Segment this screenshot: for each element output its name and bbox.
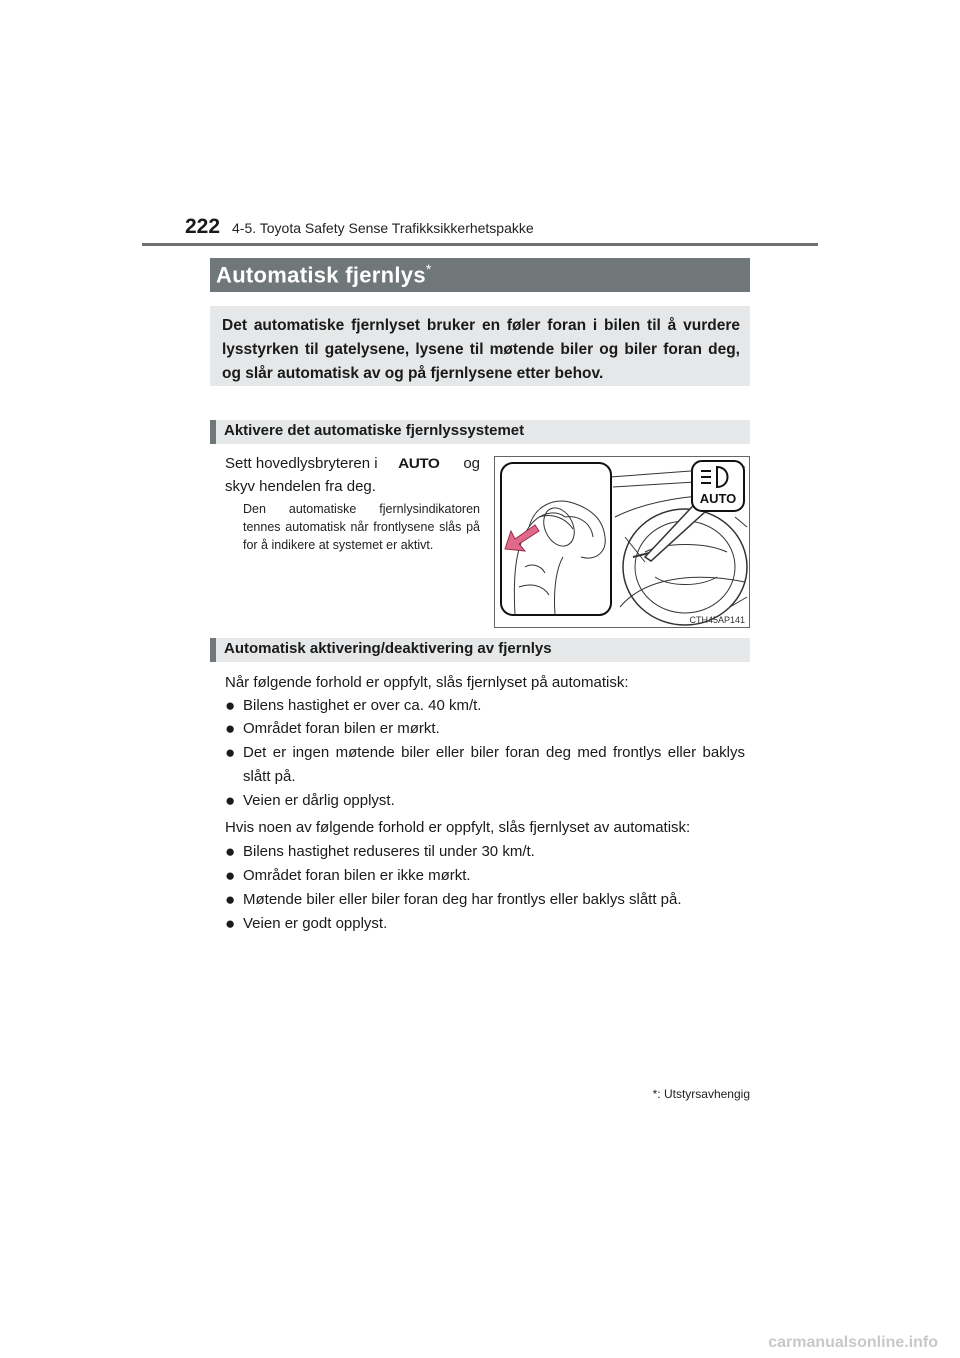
section-heading-activate [210, 420, 750, 444]
headlight-switch-illustration [494, 456, 750, 628]
section-heading-text: Automatisk aktivering/deaktivering av fjernlys [224, 640, 552, 657]
watermark: carmanualsonline.info [768, 1334, 938, 1351]
bullet-icon: ● [225, 914, 236, 933]
heading-accent-bar [210, 420, 216, 444]
list-item: ● Området foran bilen er ikke mørkt. [225, 864, 745, 888]
auto-switch-icon: AUTO [397, 455, 440, 471]
list-item: ● Bilens hastighet reduseres til under 30 km/t. [225, 840, 745, 864]
illustration-svg [495, 457, 749, 627]
turn-on-conditions-intro: Når følgende forhold er oppfylt, slås fjernlyset på automatisk: [225, 674, 629, 691]
bullet-icon: ● [225, 696, 236, 715]
list-item: ● Det er ingen møtende biler eller biler foran deg med frontlys eller baklys slått på. [225, 743, 745, 785]
list-item: ● Veien er dårlig opplyst. [225, 789, 745, 813]
heading-accent-bar [210, 638, 216, 662]
intro-text: Det automatiske fjernlyset bruker en føler foran i bilen til å vurdere lysstyrken til gatelysene, lysene til møtende biler og biler foran deg, og slår automatisk av og på fjernlysene etter behov. [222, 317, 740, 382]
bullet-icon: ● [225, 743, 236, 762]
bullet-icon: ● [225, 890, 236, 909]
section-heading-auto-toggle [210, 638, 750, 662]
list-item: ● Veien er godt opplyst. [225, 912, 745, 936]
turn-off-conditions-intro: Hvis noen av følgende forhold er oppfylt, slås fjernlyset av automatisk: [225, 819, 691, 836]
indicator-note: Den automatiske fjernlysindikatoren tennes automatisk når frontlysene slås på for å indikere at systemet er aktivt. [243, 502, 480, 552]
intro-box [210, 306, 750, 386]
activation-instruction [225, 452, 480, 498]
section-heading-text: Aktivere det automatiske fjernlyssystemet [224, 422, 525, 439]
page-title [216, 261, 432, 288]
footnote [600, 1087, 750, 1101]
instruction-part-3: skyv hendelen fra deg. [225, 478, 376, 495]
bullet-icon: ● [225, 791, 236, 810]
page-title-text: Automatisk fjernlys [216, 262, 426, 288]
instruction-part-2: og [463, 455, 480, 472]
equipment-marker: * [425, 261, 432, 277]
footnote-marker: * [652, 1087, 658, 1101]
list-item: ● Møtende biler eller biler foran deg har frontlys eller baklys slått på. [225, 888, 745, 912]
list-item: ● Bilens hastighet er over ca. 40 km/t. [225, 694, 745, 718]
bullet-icon: ● [225, 842, 236, 861]
chapter-title: 4-5. Toyota Safety Sense Trafikksikkerhetspakke [232, 220, 534, 236]
auto-indicator-label: AUTO [699, 491, 737, 506]
figure-code: CTH45AP141 [689, 615, 745, 625]
bullet-icon: ● [225, 719, 236, 738]
section-title-bar [210, 258, 750, 292]
page-number: 222 [185, 215, 221, 238]
list-item: ● Området foran bilen er mørkt. [225, 717, 745, 741]
bullet-icon: ● [225, 866, 236, 885]
footnote-text: : Utstyrsavhengig [657, 1087, 750, 1101]
instruction-part-1: Sett hovedlysbryteren i [225, 455, 378, 472]
header-rule [142, 243, 818, 246]
